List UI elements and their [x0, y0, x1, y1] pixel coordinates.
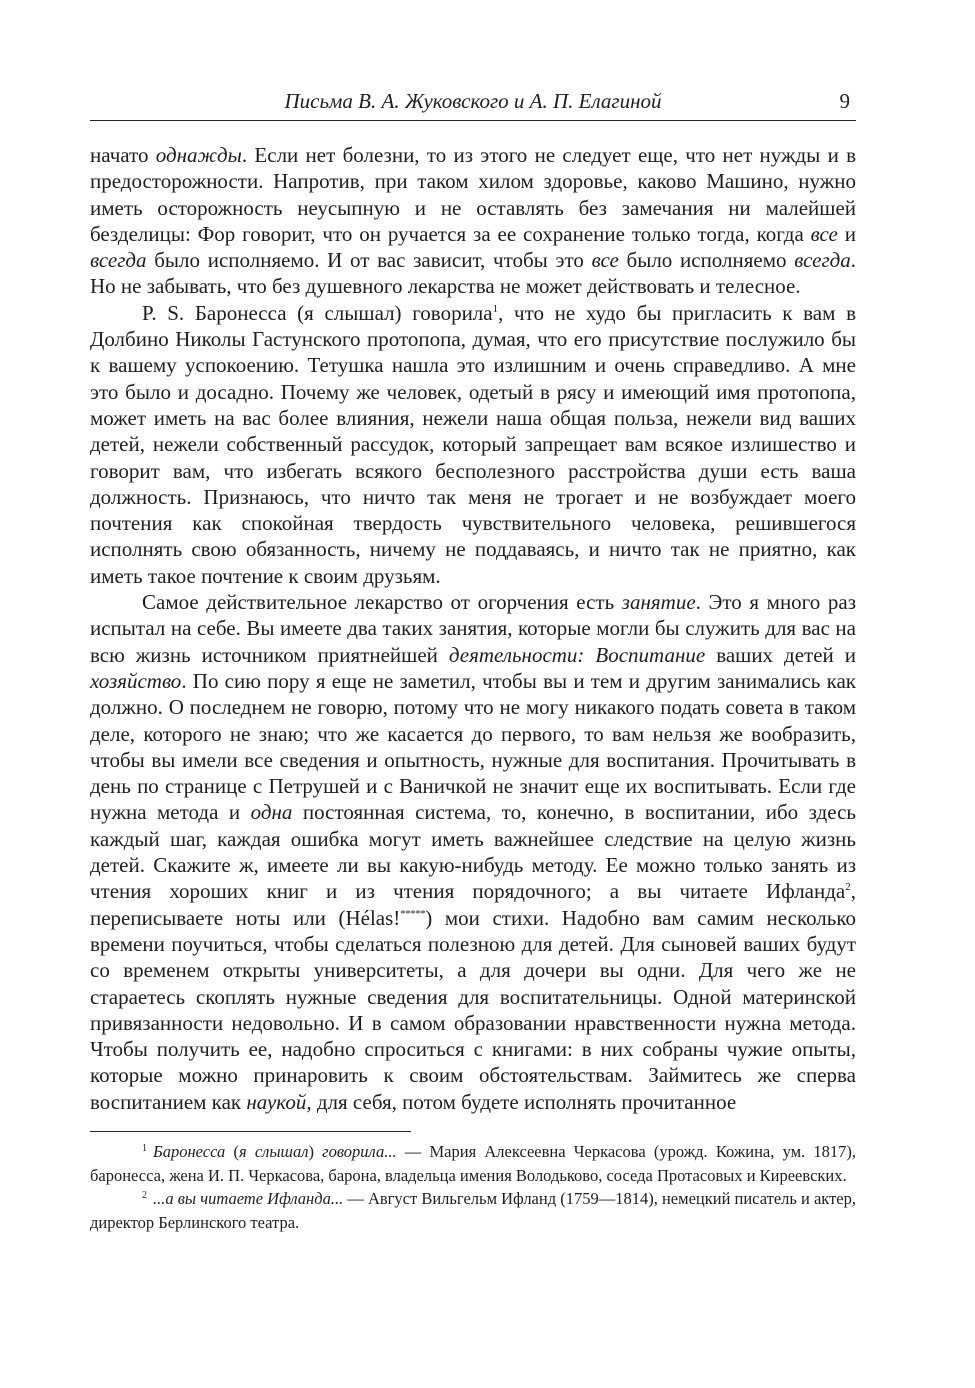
- italic-run: наукой: [246, 1089, 307, 1114]
- text-run: , что не худо бы пригласить к вам в Долбино Николы Гастунского протопопа, думая, что его присутствие послужило бы к вашему успокоению. Тетушка нашла это излишним и очень справедливо. А мне это было и досадно. Почему же человек, одетый в рясу и имеющий имя протопопа, может иметь на вас более влияния, нежели наша общая польза, нежели вид ваших детей, нежели собственный рассудок, который запрещает вам всякое излишество и говорит вам, что избегать всякого бесполезного расстройства души есть ваша должность. Признаюсь, что ничто так меня не трогает и не возбуждает моего почтения как спокойная твердость чувствительного человека, решившегося исполнять свою обязанность, ничему не поддаваясь, и ничто так не приятно, как иметь такое почтение к своим друзьям.: [90, 300, 856, 588]
- page-number: 9: [839, 89, 850, 113]
- footnotes: [90, 1140, 856, 1235]
- footnote-ref-1[interactable]: 1: [492, 302, 499, 315]
- italic-run: все: [591, 248, 619, 273]
- text-run: , для себя, потом будете исполнять прочитанное: [306, 1089, 737, 1114]
- text-run: . Но не забывать, что без душевного лекарства не может действовать и телесное.: [90, 248, 857, 299]
- footnote-mark: 2: [142, 1189, 147, 1201]
- text-run: постоянная система, то, конечно, в воспитании, ибо здесь каждый шаг, каждая ошибка могут иметь важнейшее следствие на целую жизнь детей. Скажите ж, имеете ли вы какую-нибудь методу. Ее можно только занять из чтения хороших книг и из чтения порядочного; а вы читаете Ифланда: [90, 800, 856, 904]
- text-run: было исполняемо: [618, 248, 795, 273]
- italic-run: все: [810, 221, 838, 246]
- footnote-1: [90, 1140, 856, 1187]
- footnote-2: [90, 1187, 856, 1234]
- italic-run: всегда: [90, 248, 147, 273]
- text-run: было исполняемо. И от вас зависит, чтобы это: [146, 248, 592, 273]
- running-title: Письма В. А. Жуковского и А. П. Елагиной: [284, 89, 662, 113]
- italic-run: всегда: [794, 248, 851, 273]
- text-run: . По сию пору я еще не заметил, чтобы вы и тем и другим занимались как должно. О последнем не говорю, потому что не могу никакого подать совета в таком деле, которого не знаю; что же касается до первого, то вам нельзя же вообразить, чтобы вы имели все сведения и опытность, нужные для воспитания. Прочитывать в день по странице с Петрушей и с Ваничкой не значит еще их воспитывать. Если где нужна метода и: [90, 668, 856, 825]
- text-run: начато: [90, 143, 156, 167]
- text-run: и: [837, 221, 856, 246]
- text-run: . Если нет болезни, то из этого не следует еще, что нет нужды и в предосторожности. Напротив, при таком хилом здоровье, каково Машино, нужно иметь осторожность неусыпную и не оставлять без замечания ни малейшей безделицы: Фор говорит, что он ручается за ее сохранение только тогда, когда: [90, 143, 856, 246]
- footnote-text: — Август Вильгельм Ифланд (1759—1814), немецкий писатель и актер, директор Берлинского театра.: [90, 1189, 857, 1233]
- footnote-divider: [90, 1131, 411, 1132]
- paragraph-2: [90, 300, 856, 589]
- footnote-mark: 1: [142, 1142, 147, 1154]
- running-head: [90, 88, 856, 121]
- text-run: ): [308, 1142, 323, 1161]
- italic-run: говорила...: [322, 1142, 397, 1161]
- text-run: ) мои стихи. Надобно вам самим несколько времени поучиться, чтобы сделаться полезною для детей. Для сыновей ваших будут со временем открыты университеты, а для дочери вы одни. Для чего же не стараетесь скоплять нужные сведения для воспитательницы. Одной материнской привязанности недовольно. И в самом образовании нравственности нужна метода. Чтобы получить ее, надобно спроситься с книгами: в них собраны чужие опыты, которые можно принаровить к своим обстоятельствам. Займитесь же сперва воспитанием как: [90, 905, 856, 1114]
- italic-run: Баронесса: [153, 1142, 226, 1161]
- footnote-ref-2[interactable]: 2: [845, 881, 851, 894]
- footnote-text: — Мария Алексеевна Черкасова (урожд. Кожина, ум. 1817), баронесса, жена И. П. Черкасова, барона, владельца имения Володьково, соседа Протасовых и Киреевских.: [90, 1142, 857, 1185]
- main-text: [90, 142, 856, 1115]
- text-run: (: [225, 1142, 239, 1161]
- paragraph-3: [90, 589, 856, 1115]
- text-run: . Это я много раз испытал на себе. Вы имеете два таких занятия, которые могли бы служить для вас на всю жизнь источником приятнейшей: [90, 590, 856, 667]
- asterisk-note-ref: *****: [400, 907, 426, 920]
- italic-run: одна: [250, 800, 293, 825]
- italic-run: деятельности: Воспитание: [448, 642, 706, 667]
- italic-run: занятие: [621, 590, 696, 615]
- text-run: , переписываете ноты или (Hélas!: [90, 879, 856, 930]
- italic-run: однажды: [155, 143, 242, 167]
- italic-run: хозяйство: [90, 668, 182, 693]
- paragraph-1: [90, 142, 856, 300]
- text-run: Самое действительное лекарство от огорчения есть: [142, 590, 622, 615]
- italic-run: я слышал: [238, 1142, 309, 1161]
- italic-run: ...а вы читаете Ифланда...: [153, 1189, 344, 1209]
- text-run: P. S. Баронесса (я слышал) говорила: [142, 300, 493, 325]
- text-run: ваших детей и: [705, 642, 856, 667]
